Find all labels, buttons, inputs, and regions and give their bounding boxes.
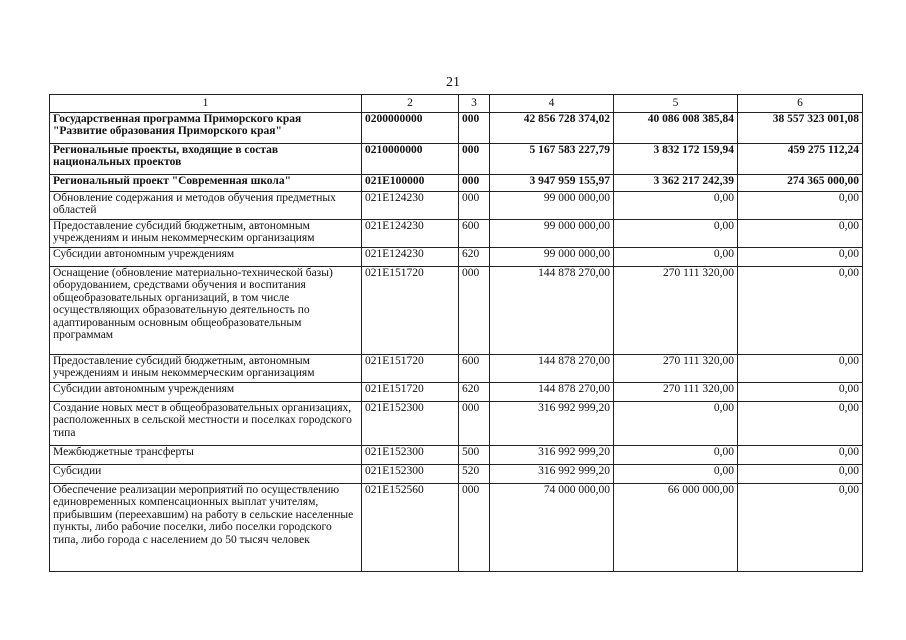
row-name: Региональный проект "Современная школа" [50, 175, 362, 192]
column-header: 3 [459, 95, 490, 113]
row-amount-2: 66 000 000,00 [614, 484, 738, 572]
row-amount-2: 270 111 320,00 [614, 355, 738, 383]
table-row [50, 355, 863, 383]
table-row [50, 465, 863, 484]
row-amount-2: 40 086 008 385,84 [614, 113, 738, 144]
row-amount-1: 144 878 270,00 [490, 383, 614, 402]
row-amount-1: 42 856 728 374,02 [490, 113, 614, 144]
column-header: 4 [490, 95, 614, 113]
row-expense-kind: 000 [459, 402, 490, 446]
row-amount-3: 0,00 [738, 446, 863, 465]
row-amount-2: 3 832 172 159,94 [614, 144, 738, 175]
row-expense-kind: 000 [459, 175, 490, 192]
row-code: 0210000000 [362, 144, 459, 175]
table-row [50, 113, 863, 144]
row-amount-1: 144 878 270,00 [490, 267, 614, 355]
row-amount-3: 459 275 112,24 [738, 144, 863, 175]
row-expense-kind: 000 [459, 192, 490, 220]
column-header: 2 [362, 95, 459, 113]
row-amount-3: 0,00 [738, 484, 863, 572]
row-code: 021E152300 [362, 465, 459, 484]
row-name: Государственная программа Приморского края "Развитие образования Приморского края" [50, 113, 362, 144]
row-name: Создание новых мест в общеобразовательных организациях, расположенных в сельской местности и поселках городского типа [50, 402, 362, 446]
row-expense-kind: 520 [459, 465, 490, 484]
row-amount-3: 0,00 [738, 248, 863, 267]
row-amount-1: 99 000 000,00 [490, 220, 614, 248]
row-amount-2: 0,00 [614, 402, 738, 446]
table-row [50, 402, 863, 446]
row-code: 021E100000 [362, 175, 459, 192]
row-amount-3: 0,00 [738, 383, 863, 402]
column-header: 1 [50, 95, 362, 113]
row-code: 021E124230 [362, 192, 459, 220]
row-expense-kind: 500 [459, 446, 490, 465]
row-expense-kind: 620 [459, 383, 490, 402]
row-amount-2: 270 111 320,00 [614, 267, 738, 355]
table-row [50, 267, 863, 355]
row-code: 021E124230 [362, 248, 459, 267]
page-number: 21 [446, 75, 460, 90]
row-name: Межбюджетные трансферты [50, 446, 362, 465]
row-amount-2: 3 362 217 242,39 [614, 175, 738, 192]
table-header-row [50, 95, 863, 113]
row-code: 021E152560 [362, 484, 459, 572]
table-row [50, 144, 863, 175]
row-code: 021E152300 [362, 446, 459, 465]
row-code: 021E151720 [362, 267, 459, 355]
row-amount-2: 0,00 [614, 248, 738, 267]
row-code: 0200000000 [362, 113, 459, 144]
row-amount-3: 274 365 000,00 [738, 175, 863, 192]
table-row [50, 446, 863, 465]
row-name: Оснащение (обновление материально-технической базы) оборудованием, средствами обучения и воспитания общеобразовательных организаций, в том числе осуществляющих образовательную деятельность по адаптированным основным общеобразовательным программам [50, 267, 362, 355]
row-name: Субсидии автономным учреждениям [50, 248, 362, 267]
row-code: 021E151720 [362, 383, 459, 402]
row-amount-1: 5 167 583 227,79 [490, 144, 614, 175]
row-amount-3: 0,00 [738, 402, 863, 446]
column-header: 5 [614, 95, 738, 113]
table-row [50, 192, 863, 220]
row-code: 021E124230 [362, 220, 459, 248]
row-expense-kind: 600 [459, 355, 490, 383]
row-amount-3: 0,00 [738, 220, 863, 248]
table-row [50, 248, 863, 267]
row-name: Обеспечение реализации мероприятий по осуществлению единовременных компенсационных выплат учителям, прибывшим (переехавшим) на работу в сельские населенные пункты, либо рабочие поселки, либо поселки городского типа, либо города с населением до 50 тысяч человек [50, 484, 362, 572]
table-row [50, 484, 863, 572]
row-name: Обновление содержания и методов обучения предметных областей [50, 192, 362, 220]
row-amount-2: 0,00 [614, 465, 738, 484]
row-amount-3: 38 557 323 001,08 [738, 113, 863, 144]
row-amount-3: 0,00 [738, 267, 863, 355]
row-amount-1: 99 000 000,00 [490, 248, 614, 267]
row-amount-1: 99 000 000,00 [490, 192, 614, 220]
row-amount-3: 0,00 [738, 192, 863, 220]
row-name: Субсидии автономным учреждениям [50, 383, 362, 402]
table-row [50, 383, 863, 402]
row-name: Предоставление субсидий бюджетным, автономным учреждениям и иным некоммерческим организациям [50, 355, 362, 383]
row-amount-2: 0,00 [614, 220, 738, 248]
row-amount-1: 316 992 999,20 [490, 465, 614, 484]
row-amount-1: 74 000 000,00 [490, 484, 614, 572]
table-row [50, 220, 863, 248]
row-expense-kind: 000 [459, 267, 490, 355]
table-body [50, 113, 863, 572]
row-code: 021E151720 [362, 355, 459, 383]
row-expense-kind: 000 [459, 144, 490, 175]
row-amount-2: 0,00 [614, 446, 738, 465]
row-amount-1: 316 992 999,20 [490, 446, 614, 465]
budget-table [49, 94, 863, 572]
row-amount-3: 0,00 [738, 355, 863, 383]
row-amount-2: 0,00 [614, 192, 738, 220]
column-header: 6 [738, 95, 863, 113]
row-expense-kind: 000 [459, 113, 490, 144]
row-expense-kind: 620 [459, 248, 490, 267]
row-expense-kind: 000 [459, 484, 490, 572]
row-amount-1: 3 947 959 155,97 [490, 175, 614, 192]
row-amount-1: 144 878 270,00 [490, 355, 614, 383]
row-amount-2: 270 111 320,00 [614, 383, 738, 402]
row-amount-1: 316 992 999,20 [490, 402, 614, 446]
row-name: Региональные проекты, входящие в состав национальных проектов [50, 144, 362, 175]
table-row [50, 175, 863, 192]
row-code: 021E152300 [362, 402, 459, 446]
row-amount-3: 0,00 [738, 465, 863, 484]
row-expense-kind: 600 [459, 220, 490, 248]
row-name: Предоставление субсидий бюджетным, автономным учреждениям и иным некоммерческим организациям [50, 220, 362, 248]
row-name: Субсидии [50, 465, 362, 484]
